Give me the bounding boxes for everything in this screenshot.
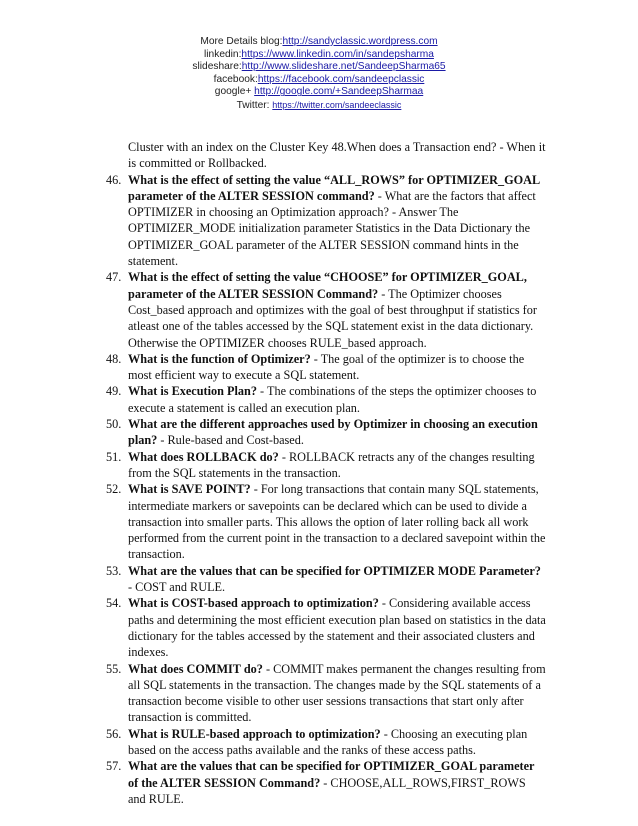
item-number: 50.	[106, 417, 122, 432]
item-number: 46.	[106, 172, 122, 187]
answer-text: - COMMIT makes permanent the changes resulting from all SQL statements in the transaction. The changes made by the SQL statements of a transaction become visible to other user sessions transactions that start only after transaction is committed.	[128, 661, 546, 725]
qa-item	[106, 481, 546, 562]
answer-text: - COST and RULE.	[128, 580, 226, 595]
qa-item	[106, 661, 546, 726]
qa-item	[106, 563, 546, 596]
blog-row	[0, 36, 638, 49]
qa-item	[106, 269, 546, 350]
question-text: What is SAVE POINT?	[128, 482, 251, 497]
linkedin-row	[0, 49, 638, 62]
answer-text: - The goal of the optimizer is to choose the most efficient way to execute a SQL statement.	[128, 351, 525, 383]
linkedin-link[interactable]: https://www.linkedin.com/in/sandepsharma	[241, 48, 434, 60]
question-text: What does COMMIT do?	[128, 661, 263, 676]
question-text: What is the function of Optimizer?	[128, 351, 311, 366]
item-number: 57.	[106, 759, 122, 774]
answer-text: - Choosing an executing plan based on the access paths available and the ranks of these access paths.	[128, 726, 528, 757]
qa-item	[106, 449, 546, 482]
item-number: 53.	[106, 563, 122, 578]
answer-text: - The combinations of the steps the optimizer chooses to execute a statement is called an execution plan.	[128, 384, 537, 415]
slideshare-label: slideshare:	[192, 61, 242, 73]
question-text: What is Execution Plan?	[128, 384, 257, 399]
blog-label: More Details blog:	[200, 36, 283, 47]
item-number: 47.	[106, 270, 122, 285]
facebook-row	[0, 74, 638, 87]
item-number: 54.	[106, 596, 122, 611]
item-number: 55.	[106, 661, 122, 676]
answer-text: - ROLLBACK retracts any of the changes resulting from the SQL statements in the transaction.	[128, 449, 535, 480]
question-text: What is COST-based approach to optimization?	[128, 596, 379, 611]
twitter-label: Twitter:	[236, 99, 273, 111]
question-text: What does ROLLBACK do?	[128, 449, 279, 464]
answer-text: - Rule-based and Cost-based.	[157, 433, 304, 448]
google-row	[0, 86, 638, 99]
question-text: What are the different approaches used by Optimizer in choosing an execution plan?	[128, 417, 538, 448]
question-text: What is the effect of setting the value “CHOOSE” for OPTIMIZER_GOAL, parameter of the ALTER SESSION Command?	[128, 270, 527, 301]
item-number: 56.	[106, 726, 122, 741]
qa-item	[106, 172, 546, 270]
question-text: What are the values that can be specified for OPTIMIZER_GOAL parameter of the ALTER SESSION Command?	[128, 759, 535, 790]
qa-item	[106, 595, 546, 660]
answer-text: - CHOOSE,ALL_ROWS,FIRST_ROWS and RULE.	[128, 775, 526, 806]
qa-list	[106, 172, 546, 808]
question-text: What are the values that can be specified for OPTIMIZER MODE Parameter?	[128, 563, 541, 578]
google-link[interactable]: http://google.com/+SandeepSharmaa	[254, 86, 424, 98]
continuation-paragraph: Cluster with an index on the Cluster Key 48.When does a Transaction end? - When it is committed or Rollbacked.	[128, 140, 546, 171]
item-number: 48.	[106, 351, 122, 366]
linkedin-label: linkedin:	[204, 48, 242, 60]
qa-item	[106, 416, 546, 449]
answer-text: - The Optimizer chooses Cost_based approach and optimizes with the goal of best throughput if statistics for atleast one of the tables accessed by the SQL statement exist in the data dictionary. Otherwise the OPTIMIZER chooses RULE_based approach.	[128, 286, 537, 350]
twitter-row	[0, 99, 638, 113]
item-number: 52.	[106, 482, 122, 497]
answer-text: - Considering available access paths and determining the most efficient execution plan based on statistics in the data dictionary for the tables accessed by the statement and their associated clusters and indexes.	[128, 596, 546, 660]
slideshare-link[interactable]: http://www.slideshare.net/SandeepSharma65	[241, 61, 446, 73]
item-number: 51.	[106, 449, 122, 464]
facebook-label: facebook:	[213, 73, 258, 85]
question-text: What is RULE-based approach to optimization?	[128, 726, 381, 741]
answer-text: - What are the factors that affect OPTIMIZER in choosing an Optimization approach? - Answer The OPTIMIZER_MODE initialization parameter Statistics in the Data Dictionary the OPTIMIZER_GOAL parameter of the ALTER SESSION command hints in the statement.	[128, 188, 536, 269]
item-number: 49.	[106, 384, 122, 399]
qa-item	[106, 351, 546, 384]
answer-text: - For long transactions that contain many SQL statements, intermediate markers or savepoints can be declared which can be used to divide a transaction into smaller parts. This allows the option of later rolling back all work performed from the current point in the transaction to a declared savepoint within the transaction.	[128, 482, 546, 562]
qa-item	[106, 758, 546, 807]
qa-item	[106, 383, 546, 416]
google-label: google+	[214, 86, 255, 98]
twitter-link[interactable]: https://twitter.com/sandeeclassic	[272, 99, 402, 110]
question-text: What is the effect of setting the value “ALL_ROWS” for OPTIMIZER_GOAL parameter of the ALTER SESSION command?	[128, 172, 540, 203]
qa-content	[106, 139, 546, 807]
qa-item	[106, 726, 546, 759]
blog-link[interactable]: http://sandyclassic.wordpress.com	[282, 36, 438, 47]
slideshare-row	[0, 61, 638, 74]
facebook-link[interactable]: https://facebook.com/sandeepclassic	[257, 73, 425, 85]
contact-header	[0, 36, 638, 113]
